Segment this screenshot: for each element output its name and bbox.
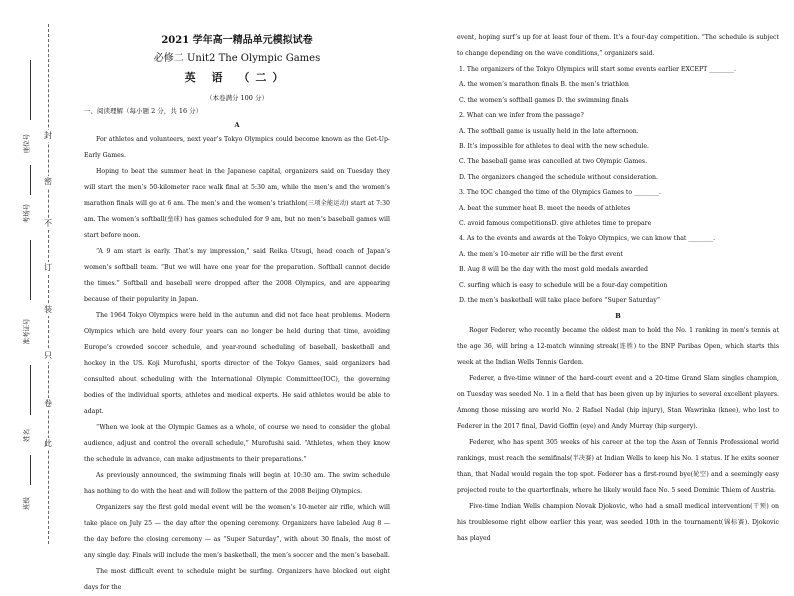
fill-line (30, 365, 31, 415)
right-column (457, 30, 779, 547)
question-stem: 2. What can we infer from the passage? (459, 112, 584, 120)
question-option: C. surfing which is easy to schedule will be a four-day competition (459, 281, 668, 289)
question-stem: 4. As to the events and awards at the Tokyo Olympics, we can know that ________. (459, 235, 716, 243)
fill-line (30, 60, 31, 120)
question-option: A. The softball game is usually held in the late afternoon. (459, 127, 639, 135)
binding-char: 订 (44, 263, 52, 272)
passage-a-paragraph: “When we look at the Olympic Games as a whole, of course we need to consider the global audience, adjust and control the overall schedule,” Murofushi said. “Athletes, when they know the schedule in advance, can make adjustments to their preparations.” (84, 424, 390, 463)
fill-line (30, 455, 31, 485)
question-options: A. the women’s marathon finals B. the men’s triathlon (459, 81, 629, 89)
passage-a-paragraph: The most difficult event to schedule might be surfing. Organizers have blocked out eight days for the (84, 568, 390, 591)
fill-line (30, 165, 31, 195)
passage-a-paragraph: “A 9 am start is early. That’s my impression,” said Reika Utsugi, head coach of Japan’s women’s softball team. “But we will have one year for the preparation. Softball cannot decide the times.” Softball and baseball were dropped after the 2008 Olympics, and are appearing because of their popularity in Japan. (84, 248, 390, 303)
question-options: C. the women’s softball games D. the swimming finals (459, 96, 629, 104)
question-options: C. avoid famous competitionsD. give athletes time to prepare (459, 220, 652, 228)
class-field: 班级 (22, 497, 31, 510)
passage-a-paragraph: As previously announced, the swimming finals will begin at 10:30 am. The swim schedule has nothing to do with the heat and will follow the pattern of the 2008 Beijing Olympics. (84, 472, 390, 495)
question-option: B. Aug 8 will be the day with the most gold medals awarded (459, 266, 648, 274)
question-option: D. The organizers changed the schedule without consideration. (459, 173, 658, 181)
passage-b-paragraph: Five-time Indian Wells champion Novak Djokovic, who had a small medical intervention(干预) on his troublesome right elbow earlier this year, was seeded 10th in the tournament(锦标赛). Djokovic has played (457, 502, 779, 542)
binding-char: 不 (44, 219, 52, 228)
fill-line (30, 240, 31, 300)
passage-b-paragraph: Roger Federer, who recently became the oldest man to hold the No. 1 ranking in men's tennis at the age 36, will bring a 12-match winning streak(连胜) to the BNP Paribas Open, which starts this week at the Indian Wells Tennis Garden. (457, 326, 779, 366)
passage-b-label: B (615, 311, 621, 320)
binding-char: 装 (44, 305, 52, 314)
passage-a-paragraph: For athletes and volunteers, next year’s Tokyo Olympics could become known as the Get-Up-Early Games. (84, 136, 390, 159)
left-column (84, 34, 390, 596)
score-note: （本卷满分 100 分） (205, 94, 269, 102)
passage-a-paragraph: Hoping to beat the summer heat in the Japanese capital, organizers said on Tuesday they will start the men’s 50-kilometer race walk final at 5:30 am, while the men’s and the women’s marathon finals will go at 6 am. The men’s and the women’s triathlon(三项全能运动) start at 7:30 am. The women’s softball(垒球) has games scheduled for 9 am, but no men’s baseball games will start before noon. (84, 168, 390, 239)
question-option: D. the men’s basketball will take place before “Super Saturday” (459, 297, 660, 305)
binding-margin (0, 0, 70, 561)
passage-a-label: A (234, 121, 240, 129)
admission-number-field: 准考证号 (22, 318, 31, 345)
passage-b-paragraph: Federer, who has spent 305 weeks of his career at the top the Assn of Tennis Professional world rankings, must reach the semifinals(半决赛) at Indian Wells to keep his No. 1 status. If he exits sooner than, that Nadal would regain the top spot. Federer has a first-round bye(轮空) and a seemingly easy projected route to the quarterfinals, where he likely would face No. 5 seed Dominic Thiem of Austria. (457, 438, 779, 494)
question-option: C. The baseball game was cancelled at two Olympic Games. (459, 158, 648, 166)
question-stem: 1. The organizers of the Tokyo Olympics will start some events earlier EXCEPT ________. (459, 66, 736, 73)
exam-subtitle: 必修二 Unit2 The Olympic Games (153, 53, 321, 64)
question-option: B. It’s impossible for athletes to deal with the new schedule. (459, 143, 649, 151)
binding-char: 密 (44, 177, 52, 186)
passage-a-continuation: event, hoping surf’s up for at least four of them. It’s a four-day competition. “The schedule is subject to change depending on the wave conditions,” organizers said. (457, 34, 779, 57)
binding-char: 只 (44, 351, 52, 360)
passage-b-paragraph: Federer, a five-time winner of the hard-court event and a 20-time Grand Slam singles champion, on Tuesday was seeded No. 1 in a field that has been given up by injuries to several excellent players. Among those missing are world No. 2 Rafael Nadal (hip injury), Stan Wawrinka (knee), who lost to Federer in the 2017 final, David Goffin (eye) and Andy Murray (hip surgery). (457, 374, 779, 430)
binding-char: 此 (44, 439, 52, 448)
question-option: A. the men’s 10-meter air rifle will be the first event (459, 250, 623, 258)
exam-room-field: 考场号 (22, 203, 31, 224)
question-options: A. beat the summer heat B. meet the needs of athletes (459, 204, 631, 212)
exam-title: 2021 学年高一精品单元模拟试卷 (161, 35, 313, 46)
section-heading: 一、阅读理解（每小题 2 分，共 16 分） (84, 107, 203, 115)
passage-a-paragraph: Organizers say the first gold medal event will be the women’s 10-meter air rifle, which will take place on July 25 — the day after the opening ceremony. Organizers have labeled Aug 8 — the day before the closing ceremony — as “Super Saturday”, with about 30 finals, the most of any single day. Finals will include the men’s basketball, the men’s soccer and the men’s baseball. (84, 504, 390, 559)
name-field: 姓名 (22, 429, 31, 442)
binding-char: 封 (44, 131, 52, 140)
binding-char: 卷 (44, 399, 52, 408)
subject-title: 英 语 （二） (184, 71, 290, 84)
binding-dash-line (48, 24, 49, 544)
seat-number-field: 座位号 (22, 133, 31, 154)
passage-a-paragraph: The 1964 Tokyo Olympics were held in the autumn and did not face heat problems. Modern Olympics which are held every four years can no longer be held during that time, avoiding Europe’s crowded soccer schedule, and year-round scheduling of baseball, basketball and hockey in the US. Koji Murofushi, sports director of the Tokyo Games, said organizers had consulted about scheduling with the International Olympic Committee(IOC), the governing bodies of the individual sports, athletes and medical experts. He said athletes would be able to adapt. (84, 312, 390, 415)
question-stem: 3. The IOC changed the time of the Olympics Games to ________. (459, 189, 661, 197)
